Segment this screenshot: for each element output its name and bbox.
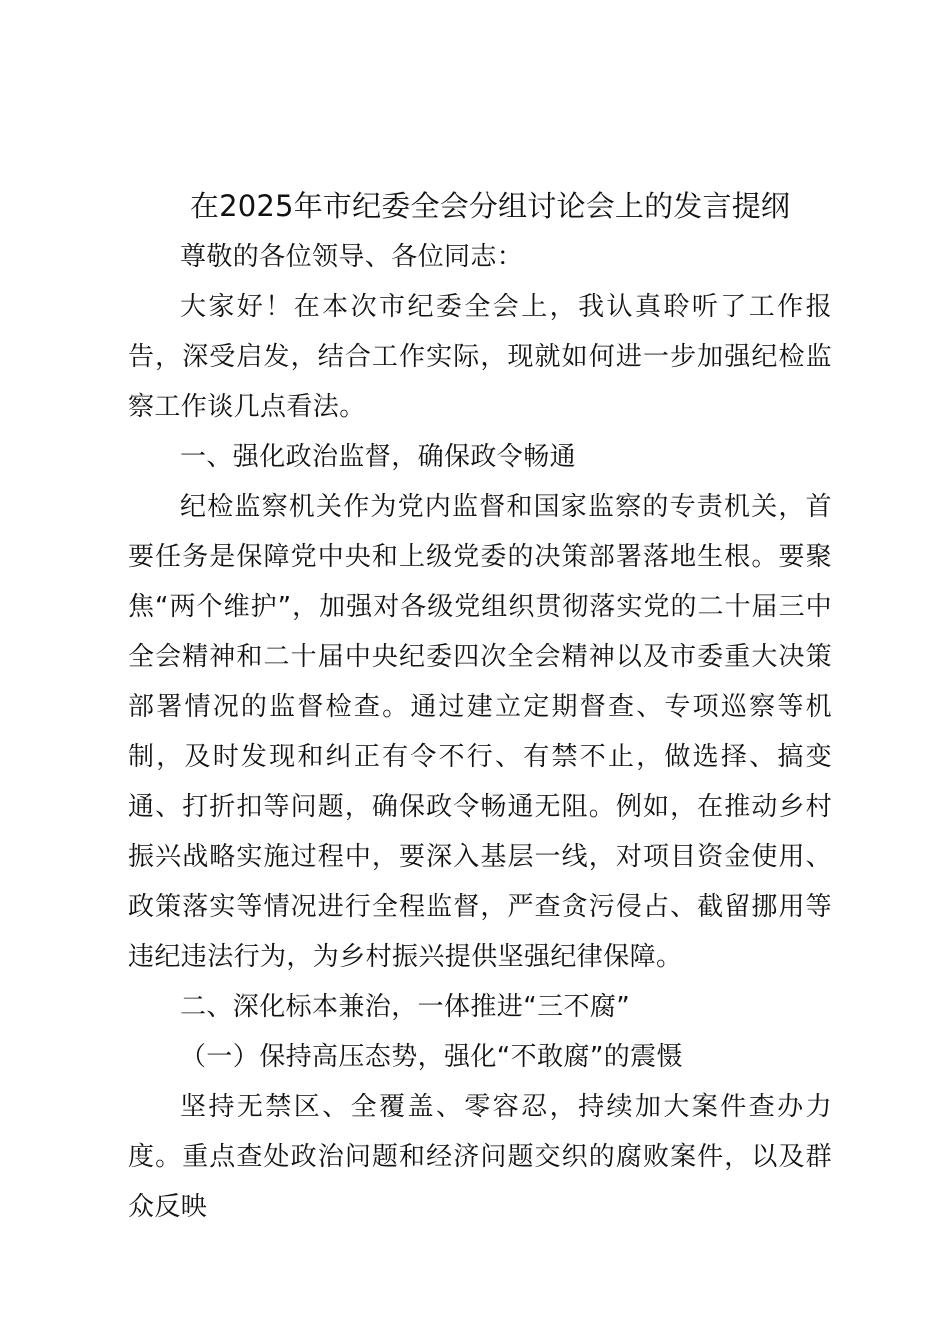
section-1-heading: 一、强化政治监督，确保政令畅通 bbox=[180, 442, 577, 472]
section-1-paragraph: 纪检监察机关作为党内监督和国家监察的专责机关，首要任务是保障党中央和上级党委的决策部署落地生根。要聚焦“两个维护”，加强对各级党组织贯彻落实党的二十届三中全会精神和二十届中央纪委四次全会精神以及市委重大决策部署情况的监督检查。通过建立定期督查、专项巡察等机制，及时发现和纠正有令不行、有禁不止，做选择、搞变通、打折扣等问题，确保政令畅通无阻。例如，在推动乡村振兴战略实施过程中，要深入基层一线，对项目资金使用、政策落实等情况进行全程监督，严查贪污侵占、截留挪用等违纪违法行为，为乡村振兴提供坚强纪律保障。 bbox=[128, 492, 832, 972]
document-body bbox=[128, 180, 832, 1232]
salutation: 尊敬的各位领导、各位同志： bbox=[180, 242, 524, 272]
section-2-subheading-1: （一）保持高压态势，强化“不敢腐”的震慑 bbox=[180, 1042, 683, 1072]
section-2-heading: 二、深化标本兼治，一体推进“三不腐” bbox=[180, 992, 631, 1022]
section-2-sub-1-paragraph: 坚持无禁区、全覆盖、零容忍，持续加大案件查办力度。重点查处政治问题和经济问题交织的腐败案件，以及群众反映 bbox=[128, 1092, 832, 1222]
intro-paragraph: 大家好！在本次市纪委全会上，我认真聆听了工作报告，深受启发，结合工作实际，现就如何进一步加强纪检监察工作谈几点看法。 bbox=[128, 292, 832, 422]
document-title: 在2025年市纪委全会分组讨论会上的发言提纲 bbox=[189, 189, 791, 223]
